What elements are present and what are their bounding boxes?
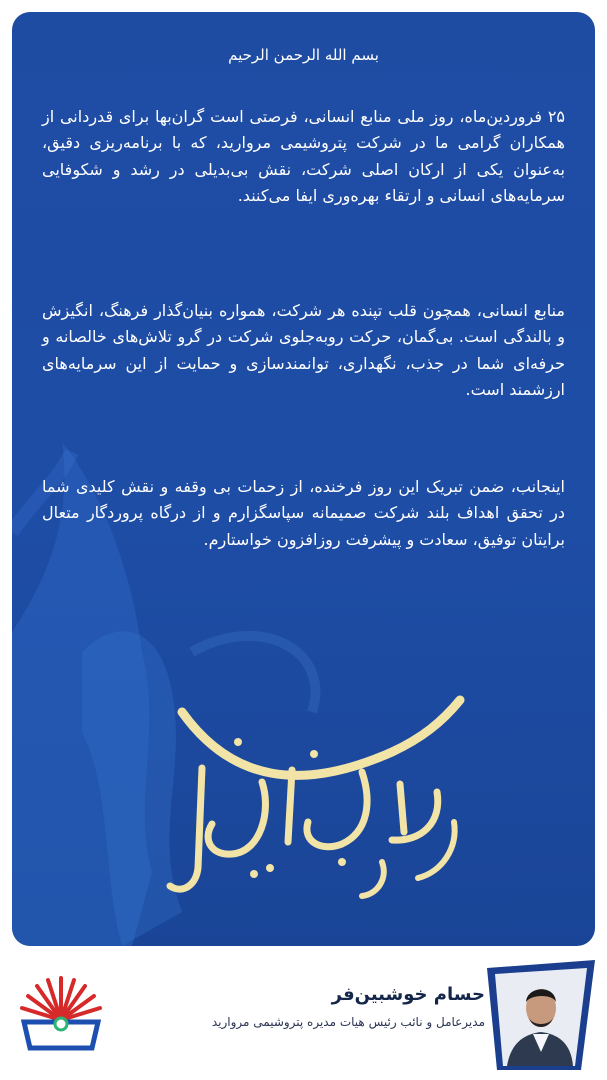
- signer-block: [105, 984, 485, 1029]
- calligraphy-artwork: [142, 672, 482, 912]
- signer-portrait-icon: [487, 960, 595, 1070]
- signature-footer: [0, 946, 607, 1080]
- signer-title: مدیرعامل و نائب رئیس هیات مدیره پتروشیمی مروارید: [211, 1015, 485, 1029]
- signer-name: حسام خوشبین‌فر: [331, 984, 485, 1005]
- greeting-card: [12, 12, 595, 946]
- paragraph-3: اینجانب، ضمن تبریک این روز فرخنده، از زحمات بی وقفه و نقش کلیدی شما در تحقق اهداف بلند شرکت صمیمانه سپاسگزارم و از درگاه پروردگار متعال برایتان توفیق، سعادت و پیشرفت روزافزون خواستارم.: [42, 477, 565, 549]
- paragraph-1: ۲۵ فروردین‌ماه، روز ملی منابع انسانی، فرصتی است گران‌بها برای قدردانی از همکاران گرامی ما در شرکت پتروشیمی مروارید، که با برنامه‌ریزی دقیق، به‌عنوان یکی از ارکان اصلی شرکت، نقش بی‌بدیلی در رشد و شکوفایی سرمایه‌های انسانی و ارتقاء بهره‌وری ایفا می‌کنند.: [42, 107, 565, 205]
- basmala: بسم الله الرحمن الرحیم: [228, 46, 379, 64]
- paragraph-2: منابع انسانی، همچون قلب تپنده هر شرکت، همواره بنیان‌گذار فرهنگ، انگیزش و بالندگی است. بی‌گمان، حرکت روبه‌جلوی شرکت در گرو تلاش‌های خالصانه و حرفه‌ای شما در جذب، نگهداری، توانمندسازی و حمایت از این سرمایه‌های ارزشمند است.: [42, 301, 565, 399]
- morvarid-logo-icon: [18, 970, 104, 1062]
